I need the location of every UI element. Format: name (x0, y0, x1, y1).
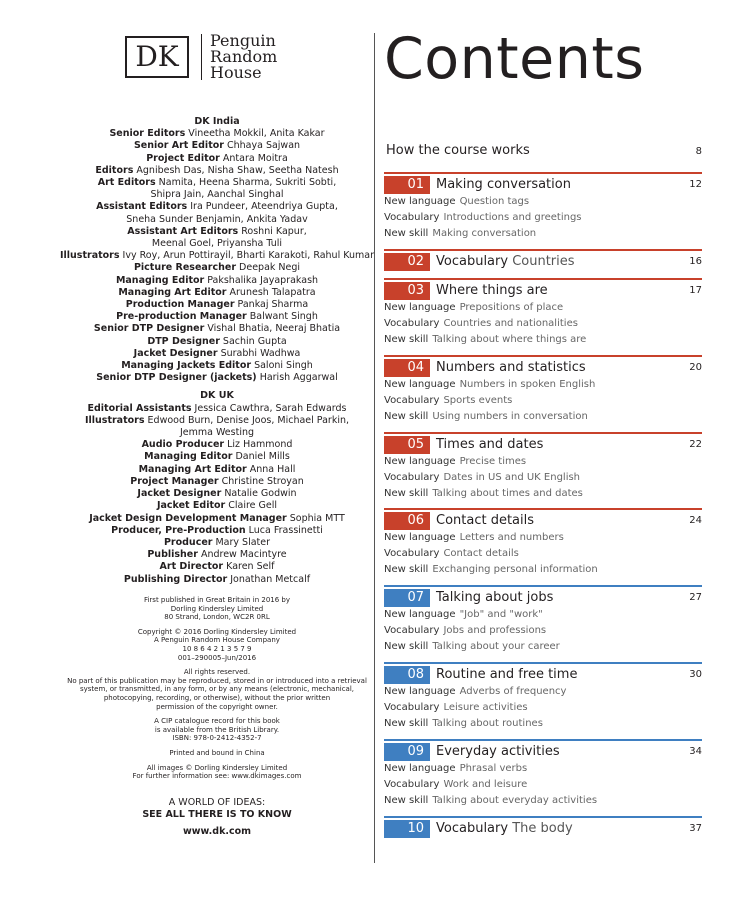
unit-title (436, 360, 689, 375)
legal-line: Copyright © 2016 Dorling Kindersley Limited (137, 627, 297, 636)
unit-entry-04[interactable] (384, 355, 702, 424)
credit-role: Assistant Editors (96, 201, 188, 213)
legal-line: No part of this publication may be reproduced, stored in or introduced into a retrieval (67, 676, 367, 685)
page-number: 24 (689, 515, 702, 526)
credit-role: Project Manager (130, 475, 219, 487)
credit-line (30, 488, 404, 500)
legal-line: system, or transmitted, in any form, or by any means (electronic, mechanical, (79, 685, 355, 694)
page-number: 17 (689, 285, 702, 296)
detail-label: Vocabulary (384, 317, 440, 329)
detail-value: Talking about times and dates (432, 487, 583, 499)
unit-number-badge: 04 (384, 359, 430, 377)
legal-line: permission of the copyright owner. (156, 702, 278, 711)
detail-label: New skill (384, 333, 429, 345)
credit-line (30, 323, 404, 335)
credit-role: Managing Jackets Editor (121, 360, 252, 372)
unit-detail-row (384, 530, 702, 546)
credit-role: Senior DTP Designer (jackets) (96, 372, 257, 384)
unit-detail-row (384, 210, 702, 226)
credit-line (30, 464, 404, 476)
credit-role: Editors (95, 164, 134, 176)
unit-title (436, 283, 689, 298)
credit-line (30, 574, 404, 586)
legal-line: A CIP catalogue record for this book (154, 717, 280, 726)
unit-title-text: Numbers and statistics (436, 360, 586, 375)
unit-subtitle: The body (512, 821, 573, 836)
page-number: 27 (689, 592, 702, 603)
credit-line (30, 336, 404, 348)
unit-header (384, 818, 702, 838)
credit-line (30, 476, 404, 488)
publisher-name: Penguin Random House (210, 31, 278, 82)
detail-value: Leisure activities (443, 701, 528, 713)
credit-role: Senior Editors (109, 128, 186, 140)
detail-value: Talking about where things are (432, 333, 587, 345)
unit-header (384, 251, 702, 271)
credit-line (30, 513, 404, 525)
page-number: 12 (689, 179, 702, 190)
credit-names: Jemma Westing (179, 427, 255, 439)
unit-header (384, 357, 702, 377)
detail-label: New skill (384, 227, 429, 239)
credit-role: Production Manager (125, 299, 235, 311)
unit-title-text: Vocabulary (436, 254, 509, 269)
detail-label: New skill (384, 410, 429, 422)
credit-names: Deepak Negi (239, 262, 301, 274)
unit-detail-row (384, 684, 702, 700)
detail-label: New skill (384, 487, 429, 499)
credit-role: Publishing Director (123, 573, 228, 585)
credit-names: Sachin Gupta (222, 335, 287, 347)
credit-names: Liz Hammond (227, 439, 293, 451)
unit-entry-08[interactable] (384, 662, 702, 731)
unit-entry-01[interactable] (384, 172, 702, 241)
unit-number-badge: 06 (384, 512, 430, 530)
detail-value: Introductions and greetings (443, 211, 582, 223)
credit-role: Pre-production Manager (116, 311, 247, 323)
credit-line (30, 153, 404, 165)
unit-header (384, 587, 702, 607)
unit-detail-row (384, 393, 702, 409)
credit-names: Claire Gell (228, 500, 278, 512)
unit-detail-row (384, 300, 702, 316)
detail-label: New language (384, 379, 456, 390)
credit-names: Jonathan Metcalf (230, 573, 311, 585)
credit-names: Saloni Singh (254, 360, 313, 372)
detail-value: Exchanging personal information (432, 563, 598, 575)
unit-title (436, 590, 689, 605)
credit-line (30, 561, 404, 573)
unit-header (384, 510, 702, 530)
credit-names: Christine Stroyan (221, 475, 304, 487)
credit-line (30, 439, 404, 451)
entry-title: How the course works (386, 143, 530, 158)
unit-title (436, 177, 689, 192)
unit-header (384, 434, 702, 454)
credit-role: Managing Art Editor (118, 286, 227, 298)
unit-detail-row (384, 316, 702, 332)
unit-number-badge: 07 (384, 589, 430, 607)
page-number: 37 (689, 823, 702, 834)
credit-names: Roshni Kapur, (241, 225, 307, 237)
detail-label: New language (384, 196, 456, 207)
page-number: 34 (689, 746, 702, 757)
unit-detail-row (384, 546, 702, 562)
legal-line: First published in Great Britain in 2016 by (143, 596, 291, 604)
credit-role: Art Director (159, 561, 224, 573)
credit-names: Ivy Roy, Arun Pottirayil, Bharti Karakoti, Rahul Kumar (122, 250, 374, 262)
credit-role: Illustrators (84, 414, 145, 426)
credit-line (30, 177, 404, 189)
detail-label: Vocabulary (384, 471, 440, 483)
credit-line (30, 238, 404, 250)
credit-line (30, 500, 404, 512)
credit-line (30, 226, 404, 238)
legal-line: Dorling Kindersley Limited (170, 604, 264, 613)
unit-detail-row (384, 761, 702, 777)
credit-role: Assistant Art Editors (127, 225, 239, 237)
credit-line (30, 299, 404, 311)
detail-value: Precise times (459, 456, 527, 467)
detail-label: New language (384, 763, 456, 774)
detail-value: Jobs and professions (443, 624, 547, 636)
legal-line: A Penguin Random House Company (154, 636, 280, 645)
credits-heading: DK India (194, 116, 240, 127)
detail-label: Vocabulary (384, 211, 440, 223)
detail-value: Making conversation (432, 227, 537, 239)
unit-detail-row (384, 700, 702, 716)
unit-number-badge: 01 (384, 176, 430, 194)
legal-line: 001–290005–Jun/2016 (177, 653, 257, 662)
credit-names: Chhaya Sajwan (226, 140, 301, 152)
unit-header (384, 174, 702, 194)
unit-title (436, 744, 689, 759)
credit-names: Mary Slater (215, 536, 271, 548)
credit-names: Vishal Bhatia, Neeraj Bhatia (207, 323, 341, 335)
detail-value: Talking about your career (432, 640, 560, 652)
unit-title-text: Times and dates (436, 437, 544, 452)
logo-divider (201, 34, 202, 80)
credit-names: Meenal Goel, Priyansha Tuli (151, 238, 283, 250)
credit-names: Balwant Singh (249, 311, 318, 323)
unit-detail-row (384, 793, 702, 809)
unit-title (436, 513, 689, 528)
credit-line (30, 311, 404, 323)
credit-line (30, 250, 404, 262)
credit-names: Ira Pundeer, Ateendriya Gupta, (190, 201, 338, 213)
detail-value: Numbers in spoken English (459, 379, 596, 390)
detail-value: Phrasal verbs (459, 763, 528, 774)
credit-role: Jacket Designer (133, 347, 218, 359)
credit-role: Jacket Designer (137, 488, 222, 500)
credit-names: Andrew Macintyre (200, 549, 287, 561)
credit-role: Producer (163, 536, 213, 548)
credit-role: Picture Researcher (133, 262, 237, 274)
detail-value: Countries and nationalities (443, 317, 578, 329)
credit-names: Anna Hall (249, 463, 296, 475)
legal-line: photocopying, recording, or otherwise), without the prior written (103, 693, 331, 702)
tagline: A WORLD OF IDEAS: SEE ALL THERE IS TO KNOW (142, 797, 292, 820)
page-divider (374, 33, 375, 863)
legal-line: All rights reserved. (183, 668, 251, 677)
page-number: 8 (695, 146, 702, 157)
contents-entry-intro[interactable] (386, 143, 702, 158)
unit-entry-02[interactable] (384, 249, 702, 271)
credit-role: DTP Designer (147, 335, 220, 347)
credit-line (30, 201, 404, 213)
unit-detail-row (384, 562, 702, 578)
staff-credits (30, 116, 404, 586)
credit-role: Illustrators (60, 250, 120, 262)
unit-title-text: Everyday activities (436, 744, 560, 759)
contents-page (384, 0, 704, 897)
credit-role: Managing Editor (115, 274, 205, 286)
unit-detail-row (384, 454, 702, 470)
unit-title (436, 437, 689, 452)
detail-label: New language (384, 532, 456, 543)
unit-number-badge: 10 (384, 820, 430, 838)
credit-role: Project Editor (146, 152, 220, 164)
page-number: 30 (689, 669, 702, 680)
credit-names: Karen Self (226, 561, 275, 573)
detail-value: Dates in US and UK English (443, 471, 581, 483)
detail-value: Work and leisure (443, 778, 528, 790)
credit-names: Arunesh Talapatra (229, 286, 316, 298)
credit-names: Pankaj Sharma (237, 299, 309, 311)
unit-title-text: Vocabulary (436, 821, 509, 836)
credit-names: Pakshalika Jayaprakash (207, 274, 319, 286)
unit-number-badge: 05 (384, 436, 430, 454)
unit-title (436, 667, 689, 682)
credit-line (30, 525, 404, 537)
unit-detail-row (384, 377, 702, 393)
unit-detail-row (384, 716, 702, 732)
unit-title-text: Making conversation (436, 177, 571, 192)
detail-value: Question tags (459, 196, 530, 207)
legal-line: Printed and bound in China (169, 748, 265, 757)
unit-detail-row (384, 486, 702, 502)
unit-number-badge: 02 (384, 253, 430, 271)
detail-label: New skill (384, 794, 429, 806)
detail-value: "Job" and "work" (459, 609, 543, 620)
legal-line: ISBN: 978-0-2412-4352-7 (172, 734, 262, 743)
unit-number-badge: 03 (384, 282, 430, 300)
detail-value: Talking about everyday activities (432, 794, 598, 806)
credit-line (30, 214, 404, 226)
unit-header (384, 280, 702, 300)
detail-value: Sports events (443, 394, 513, 406)
credit-line (30, 549, 404, 561)
detail-value: Letters and numbers (459, 532, 564, 543)
credit-names: Edwood Burn, Denise Joos, Michael Parkin, (147, 414, 350, 426)
credit-line (30, 189, 404, 201)
credit-names: Luca Frassinetti (248, 524, 323, 536)
credit-names: Harish Aggarwal (259, 372, 338, 384)
unit-number-badge: 08 (384, 666, 430, 684)
credit-role: Publisher (147, 549, 198, 561)
legal-line: All images © Dorling Kindersley Limited (146, 763, 288, 772)
detail-label: Vocabulary (384, 547, 440, 559)
unit-number-badge: 09 (384, 743, 430, 761)
credit-role: Jacket Design Development Manager (89, 512, 287, 524)
detail-label: New skill (384, 640, 429, 652)
credit-line (30, 262, 404, 274)
detail-label: New language (384, 609, 456, 620)
dk-logo-icon: DK (125, 36, 189, 78)
legal-line: 80 Strand, London, WC2R 0RL (164, 613, 270, 622)
unit-detail-row (384, 639, 702, 655)
detail-value: Talking about routines (432, 717, 543, 729)
credit-names: Sophia MTT (289, 512, 345, 524)
credit-line (30, 140, 404, 152)
unit-detail-row (384, 332, 702, 348)
credit-line (30, 360, 404, 372)
detail-value: Contact details (443, 547, 519, 559)
credit-names: Jessica Cawthra, Sarah Edwards (194, 402, 347, 414)
credit-line (30, 427, 404, 439)
unit-entry-10[interactable] (384, 816, 702, 838)
detail-label: Vocabulary (384, 778, 440, 790)
credit-line (30, 415, 404, 427)
credit-role: Managing Art Editor (138, 463, 247, 475)
detail-label: New skill (384, 563, 429, 575)
dk-penguin-logo (125, 33, 277, 81)
credit-names: Antara Moitra (222, 152, 288, 164)
credit-role: Jacket Editor (156, 500, 226, 512)
credit-role: Producer, Pre-Production (111, 524, 246, 536)
credit-role: Art Editors (97, 177, 156, 189)
detail-label: New language (384, 456, 456, 467)
credit-role: Editorial Assistants (87, 402, 192, 414)
credit-line (30, 537, 404, 549)
page-title: Contents (384, 26, 645, 92)
unit-detail-row (384, 226, 702, 242)
credit-names: Daniel Mills (235, 451, 290, 463)
detail-label: New language (384, 302, 456, 313)
credit-names: Agnibesh Das, Nisha Shaw, Seetha Natesh (136, 164, 339, 176)
credit-names: Vineetha Mokkil, Anita Kakar (188, 128, 325, 140)
credit-names: Shipra Jain, Aanchal Singhal (150, 189, 284, 201)
unit-title-text: Talking about jobs (436, 590, 554, 605)
website-link[interactable]: www.dk.com (182, 826, 252, 837)
unit-title-text: Where things are (436, 283, 548, 298)
unit-title (436, 821, 689, 836)
unit-subtitle: Countries (512, 254, 575, 269)
credit-line (30, 165, 404, 177)
unit-detail-row (384, 607, 702, 623)
unit-detail-row (384, 777, 702, 793)
credits-heading: DK UK (200, 390, 234, 402)
credit-role: Senior DTP Designer (93, 323, 205, 335)
detail-label: New language (384, 686, 456, 697)
unit-detail-row (384, 623, 702, 639)
legal-line: is available from the British Library. (154, 725, 280, 734)
credit-line (30, 451, 404, 463)
page-number: 22 (689, 439, 702, 450)
unit-entry-05[interactable] (384, 432, 702, 501)
page-number: 20 (689, 362, 702, 373)
detail-label: Vocabulary (384, 701, 440, 713)
detail-value: Prepositions of place (459, 302, 564, 313)
unit-title-text: Contact details (436, 513, 535, 528)
unit-header (384, 664, 702, 684)
detail-label: Vocabulary (384, 624, 440, 636)
unit-title-text: Routine and free time (436, 667, 578, 682)
credit-names: Natalie Godwin (224, 488, 297, 500)
page-number: 16 (689, 256, 702, 267)
credit-role: Audio Producer (141, 439, 225, 451)
credit-names: Sneha Sunder Benjamin, Ankita Yadav (126, 213, 308, 225)
credit-role: Managing Editor (144, 451, 233, 463)
unit-detail-row (384, 409, 702, 425)
credit-line (30, 275, 404, 287)
unit-entry-09[interactable] (384, 739, 702, 808)
unit-title (436, 254, 689, 269)
legal-line: For further information see: www.dkimages.com (132, 772, 302, 781)
detail-value: Using numbers in conversation (432, 410, 588, 422)
detail-label: New skill (384, 717, 429, 729)
unit-entry-03[interactable] (384, 278, 702, 347)
copyright-notice (40, 596, 394, 781)
unit-header (384, 741, 702, 761)
credit-role: Senior Art Editor (133, 140, 224, 152)
credit-line (30, 128, 404, 140)
unit-entry-06[interactable] (384, 508, 702, 577)
credit-line (30, 403, 404, 415)
detail-label: Vocabulary (384, 394, 440, 406)
credit-line (30, 348, 404, 360)
unit-detail-row (384, 194, 702, 210)
detail-value: Adverbs of frequency (459, 686, 567, 697)
credit-names: Namita, Heena Sharma, Sukriti Sobti, (158, 177, 337, 189)
credits-page (0, 0, 374, 897)
credit-names: Surabhi Wadhwa (220, 347, 301, 359)
unit-detail-row (384, 470, 702, 486)
unit-entry-07[interactable] (384, 585, 702, 654)
credit-line (30, 287, 404, 299)
legal-line: 10 8 6 4 2 1 3 5 7 9 (182, 644, 252, 653)
credit-line (30, 372, 404, 384)
